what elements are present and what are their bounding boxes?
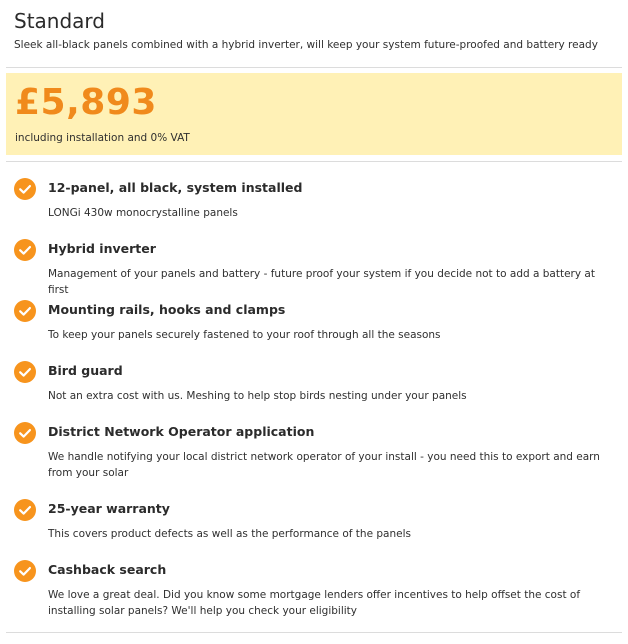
feature-title: Hybrid inverter (48, 241, 156, 256)
check-circle-icon (14, 499, 36, 521)
feature-description: Management of your panels and battery - future proof your system if you decide not to add a battery at first (48, 268, 595, 296)
feature-description: To keep your panels securely fastened to your roof through all the seasons (48, 329, 441, 341)
price-value: £5,893 (15, 82, 157, 123)
price-box (6, 73, 622, 155)
feature-description: LONGi 430w monocrystalline panels (48, 207, 238, 219)
feature-title: Cashback search (48, 562, 167, 577)
price-note: including installation and 0% VAT (15, 132, 190, 144)
check-circle-icon (14, 422, 36, 444)
price-divider (6, 161, 622, 162)
check-circle-icon (14, 300, 36, 322)
feature-description: This covers product defects as well as the performance of the panels (48, 528, 411, 540)
package-subtitle: Sleek all-black panels combined with a hybrid inverter, will keep your system future-proofed and battery ready (14, 39, 598, 51)
feature-description: Not an extra cost with us. Meshing to help stop birds nesting under your panels (48, 390, 467, 402)
check-circle-icon (14, 239, 36, 261)
feature-title: Bird guard (48, 363, 123, 378)
footer-divider (6, 632, 622, 633)
feature-title: District Network Operator application (48, 424, 315, 439)
check-circle-icon (14, 361, 36, 383)
feature-title: Mounting rails, hooks and clamps (48, 302, 286, 317)
feature-description: We love a great deal. Did you know some mortgage lenders offer incentives to help offset the cost of installing solar panels? We'll help you check your eligibility (48, 589, 581, 617)
feature-title: 12-panel, all black, system installed (48, 180, 303, 195)
package-header (0, 0, 628, 59)
feature-description: We handle notifying your local district network operator of your install - you need this to export and earn from your solar (48, 451, 600, 479)
header-divider (6, 67, 622, 68)
check-circle-icon (14, 178, 36, 200)
feature-title: 25-year warranty (48, 501, 170, 516)
package-title: Standard (14, 9, 105, 33)
check-circle-icon (14, 560, 36, 582)
